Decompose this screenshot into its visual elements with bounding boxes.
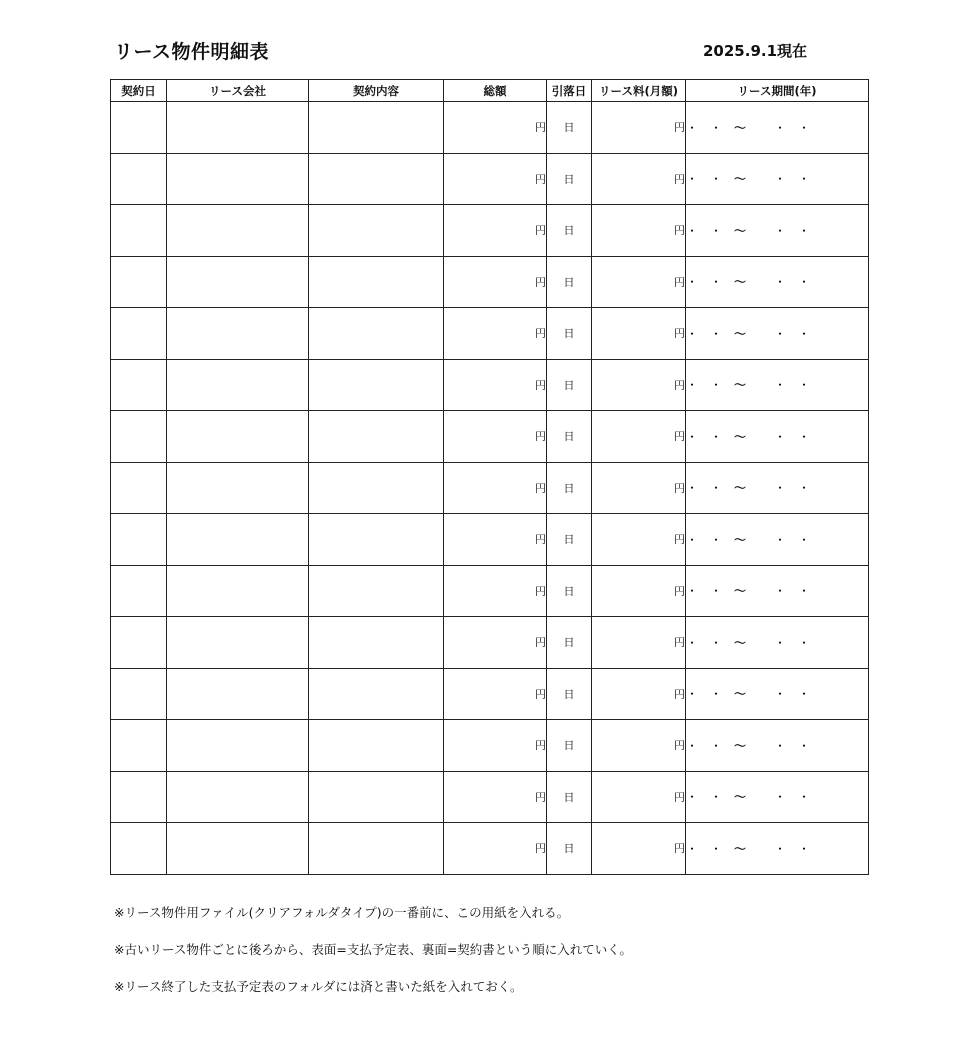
debit-day-cell[interactable] (547, 308, 592, 360)
total-cell[interactable] (444, 153, 547, 205)
date-separator: ・ (774, 790, 787, 805)
date-separator: ・ (710, 841, 723, 856)
total-cell[interactable] (444, 617, 547, 669)
yen-unit: 円 (674, 121, 685, 135)
total-cell[interactable] (444, 823, 547, 875)
contract-content-cell[interactable] (309, 411, 444, 463)
monthly-fee-cell[interactable] (592, 256, 686, 308)
contract-content-cell[interactable] (309, 205, 444, 257)
date-separator: ・ (798, 532, 811, 547)
date-separator: ・ (710, 275, 723, 290)
monthly-fee-cell[interactable] (592, 308, 686, 360)
table-row (111, 720, 869, 772)
yen-unit: 円 (674, 430, 685, 444)
table-row (111, 411, 869, 463)
header-monthly-fee: リース料(月額) (592, 80, 686, 102)
header-contract-content: 契約内容 (309, 80, 444, 102)
yen-unit: 円 (535, 327, 546, 341)
date-separator: ・ (774, 687, 787, 702)
day-unit: 日 (563, 481, 575, 495)
lease-period-cell[interactable] (686, 462, 869, 514)
yen-unit: 円 (535, 430, 546, 444)
lease-period-cell[interactable] (686, 308, 869, 360)
date-separator: ・ (710, 481, 723, 496)
date-separator: ・ (798, 738, 811, 753)
yen-unit: 円 (674, 533, 685, 547)
range-tilde: ～ (734, 790, 747, 805)
lease-period-cell[interactable] (686, 617, 869, 669)
debit-day-cell[interactable] (547, 102, 592, 154)
contract-date-cell[interactable] (111, 308, 167, 360)
lease-company-cell[interactable] (167, 771, 309, 823)
document-title: リース物件明細表 (114, 41, 270, 63)
contract-content-cell[interactable] (309, 720, 444, 772)
yen-unit: 円 (674, 842, 685, 856)
contract-date-cell[interactable] (111, 514, 167, 566)
range-tilde: ～ (734, 584, 747, 599)
header-lease-company: リース会社 (167, 80, 309, 102)
range-tilde: ～ (734, 326, 747, 341)
monthly-fee-cell[interactable] (592, 411, 686, 463)
date-separator: ・ (710, 378, 723, 393)
table-row (111, 823, 869, 875)
total-cell[interactable] (444, 771, 547, 823)
day-unit: 日 (563, 739, 575, 753)
contract-content-cell[interactable] (309, 256, 444, 308)
yen-unit: 円 (535, 378, 546, 392)
total-cell[interactable] (444, 720, 547, 772)
yen-unit: 円 (535, 636, 546, 650)
date-separator: ・ (710, 429, 723, 444)
day-unit: 日 (563, 378, 575, 392)
date-separator: ・ (774, 275, 787, 290)
lease-period-cell[interactable] (686, 256, 869, 308)
range-tilde: ～ (734, 378, 747, 393)
monthly-fee-cell[interactable] (592, 359, 686, 411)
yen-unit: 円 (535, 481, 546, 495)
monthly-fee-cell[interactable] (592, 565, 686, 617)
monthly-fee-cell[interactable] (592, 153, 686, 205)
total-cell[interactable] (444, 514, 547, 566)
lease-period-cell[interactable] (686, 205, 869, 257)
date-separator: ・ (798, 172, 811, 187)
date-separator: ・ (686, 172, 699, 187)
yen-unit: 円 (674, 790, 685, 804)
range-tilde: ～ (734, 120, 747, 135)
date-separator: ・ (798, 687, 811, 702)
lease-company-cell[interactable] (167, 462, 309, 514)
lease-company-cell[interactable] (167, 308, 309, 360)
date-separator: ・ (710, 120, 723, 135)
contract-date-cell[interactable] (111, 617, 167, 669)
contract-content-cell[interactable] (309, 771, 444, 823)
debit-day-cell[interactable] (547, 668, 592, 720)
day-unit: 日 (563, 687, 575, 701)
header-total: 総額 (444, 80, 547, 102)
monthly-fee-cell[interactable] (592, 823, 686, 875)
debit-day-cell[interactable] (547, 823, 592, 875)
date-separator: ・ (774, 378, 787, 393)
date-separator: ・ (774, 120, 787, 135)
table-row (111, 771, 869, 823)
lease-company-cell[interactable] (167, 411, 309, 463)
yen-unit: 円 (674, 275, 685, 289)
debit-day-cell[interactable] (547, 411, 592, 463)
lease-company-cell[interactable] (167, 668, 309, 720)
date-separator: ・ (774, 481, 787, 496)
lease-period-cell[interactable] (686, 153, 869, 205)
date-separator: ・ (798, 378, 811, 393)
contract-date-cell[interactable] (111, 102, 167, 154)
date-separator: ・ (798, 635, 811, 650)
date-separator: ・ (686, 120, 699, 135)
lease-period-cell[interactable] (686, 411, 869, 463)
date-separator: ・ (686, 532, 699, 547)
table-row (111, 205, 869, 257)
yen-unit: 円 (674, 584, 685, 598)
table-row (111, 102, 869, 154)
day-unit: 日 (563, 533, 575, 547)
yen-unit: 円 (674, 172, 685, 186)
date-separator: ・ (710, 532, 723, 547)
note: ※リース物件用ファイル(クリアフォルダタイプ)の一番前に、この用紙を入れる。 (114, 905, 570, 920)
contract-date-cell[interactable] (111, 823, 167, 875)
range-tilde: ～ (734, 635, 747, 650)
date-separator: ・ (710, 223, 723, 238)
lease-period-cell[interactable] (686, 514, 869, 566)
lease-company-cell[interactable] (167, 823, 309, 875)
lease-period-cell[interactable] (686, 359, 869, 411)
total-cell[interactable] (444, 462, 547, 514)
yen-unit: 円 (535, 842, 546, 856)
yen-unit: 円 (535, 533, 546, 547)
monthly-fee-cell[interactable] (592, 462, 686, 514)
table-row (111, 256, 869, 308)
monthly-fee-cell[interactable] (592, 617, 686, 669)
contract-date-cell[interactable] (111, 411, 167, 463)
note: ※リース終了した支払予定表のフォルダには済と書いた紙を入れておく。 (114, 979, 523, 994)
yen-unit: 円 (535, 224, 546, 238)
total-cell[interactable] (444, 308, 547, 360)
range-tilde: ～ (734, 223, 747, 238)
contract-date-cell[interactable] (111, 720, 167, 772)
table-row (111, 514, 869, 566)
contract-date-cell[interactable] (111, 205, 167, 257)
day-unit: 日 (563, 327, 575, 341)
day-unit: 日 (563, 636, 575, 650)
debit-day-cell[interactable] (547, 205, 592, 257)
date-separator: ・ (710, 687, 723, 702)
date-separator: ・ (686, 841, 699, 856)
debit-day-cell[interactable] (547, 565, 592, 617)
table-row (111, 308, 869, 360)
range-tilde: ～ (734, 429, 747, 444)
date-separator: ・ (774, 172, 787, 187)
date-separator: ・ (798, 429, 811, 444)
table-row (111, 668, 869, 720)
total-cell[interactable] (444, 668, 547, 720)
header-row (111, 80, 869, 102)
debit-day-cell[interactable] (547, 720, 592, 772)
header-lease-period: リース期間(年) (686, 80, 869, 102)
debit-day-cell[interactable] (547, 514, 592, 566)
table-row (111, 617, 869, 669)
date-separator: ・ (774, 841, 787, 856)
date-separator: ・ (686, 378, 699, 393)
lease-company-cell[interactable] (167, 514, 309, 566)
date-separator: ・ (686, 275, 699, 290)
lease-period-cell[interactable] (686, 823, 869, 875)
date-separator: ・ (798, 481, 811, 496)
range-tilde: ～ (734, 275, 747, 290)
date-separator: ・ (774, 223, 787, 238)
contract-content-cell[interactable] (309, 462, 444, 514)
lease-company-cell[interactable] (167, 153, 309, 205)
yen-unit: 円 (674, 378, 685, 392)
day-unit: 日 (563, 842, 575, 856)
yen-unit: 円 (535, 172, 546, 186)
date-separator: ・ (710, 172, 723, 187)
contract-date-cell[interactable] (111, 771, 167, 823)
yen-unit: 円 (674, 224, 685, 238)
day-unit: 日 (563, 430, 575, 444)
date-separator: ・ (686, 429, 699, 444)
date-separator: ・ (686, 223, 699, 238)
debit-day-cell[interactable] (547, 462, 592, 514)
table-row (111, 565, 869, 617)
yen-unit: 円 (535, 584, 546, 598)
as-of-date: 2025.9.1現在 (703, 42, 808, 60)
contract-content-cell[interactable] (309, 668, 444, 720)
table-row (111, 462, 869, 514)
date-separator: ・ (686, 635, 699, 650)
yen-unit: 円 (535, 687, 546, 701)
lease-table (110, 79, 869, 875)
date-separator: ・ (710, 790, 723, 805)
lease-company-cell[interactable] (167, 565, 309, 617)
total-cell[interactable] (444, 411, 547, 463)
date-separator: ・ (774, 635, 787, 650)
date-separator: ・ (710, 635, 723, 650)
day-unit: 日 (563, 224, 575, 238)
contract-content-cell[interactable] (309, 102, 444, 154)
day-unit: 日 (563, 790, 575, 804)
contract-content-cell[interactable] (309, 565, 444, 617)
table-body (111, 102, 869, 875)
total-cell[interactable] (444, 102, 547, 154)
date-separator: ・ (710, 326, 723, 341)
date-separator: ・ (686, 326, 699, 341)
debit-day-cell[interactable] (547, 617, 592, 669)
range-tilde: ～ (734, 532, 747, 547)
date-separator: ・ (798, 790, 811, 805)
range-tilde: ～ (734, 841, 747, 856)
monthly-fee-cell[interactable] (592, 514, 686, 566)
date-separator: ・ (686, 481, 699, 496)
total-cell[interactable] (444, 256, 547, 308)
lease-company-cell[interactable] (167, 617, 309, 669)
table-row (111, 153, 869, 205)
range-tilde: ～ (734, 172, 747, 187)
date-separator: ・ (774, 584, 787, 599)
yen-unit: 円 (674, 636, 685, 650)
note: ※古いリース物件ごとに後ろから、表面=支払予定表、裏面=契約書という順に入れていく。 (114, 942, 633, 957)
date-separator: ・ (798, 120, 811, 135)
monthly-fee-cell[interactable] (592, 720, 686, 772)
date-separator: ・ (710, 738, 723, 753)
contract-date-cell[interactable] (111, 565, 167, 617)
date-separator: ・ (686, 738, 699, 753)
yen-unit: 円 (535, 275, 546, 289)
yen-unit: 円 (535, 121, 546, 135)
debit-day-cell[interactable] (547, 256, 592, 308)
date-separator: ・ (774, 326, 787, 341)
day-unit: 日 (563, 584, 575, 598)
yen-unit: 円 (535, 739, 546, 753)
date-separator: ・ (774, 532, 787, 547)
date-separator: ・ (798, 584, 811, 599)
lease-period-cell[interactable] (686, 565, 869, 617)
lease-period-cell[interactable] (686, 720, 869, 772)
table-row (111, 359, 869, 411)
yen-unit: 円 (674, 687, 685, 701)
total-cell[interactable] (444, 205, 547, 257)
range-tilde: ～ (734, 481, 747, 496)
lease-company-cell[interactable] (167, 720, 309, 772)
lease-period-cell[interactable] (686, 668, 869, 720)
yen-unit: 円 (535, 790, 546, 804)
contract-date-cell[interactable] (111, 359, 167, 411)
date-separator: ・ (686, 687, 699, 702)
date-separator: ・ (798, 223, 811, 238)
monthly-fee-cell[interactable] (592, 205, 686, 257)
contract-content-cell[interactable] (309, 514, 444, 566)
debit-day-cell[interactable] (547, 153, 592, 205)
range-tilde: ～ (734, 687, 747, 702)
yen-unit: 円 (674, 327, 685, 341)
lease-company-cell[interactable] (167, 205, 309, 257)
header-debit-day: 引落日 (547, 80, 592, 102)
date-separator: ・ (774, 429, 787, 444)
lease-company-cell[interactable] (167, 102, 309, 154)
date-separator: ・ (686, 790, 699, 805)
contract-date-cell[interactable] (111, 668, 167, 720)
day-unit: 日 (563, 121, 575, 135)
contract-content-cell[interactable] (309, 823, 444, 875)
yen-unit: 円 (674, 739, 685, 753)
lease-company-cell[interactable] (167, 359, 309, 411)
date-separator: ・ (686, 584, 699, 599)
contract-content-cell[interactable] (309, 153, 444, 205)
notes (114, 903, 632, 1014)
monthly-fee-cell[interactable] (592, 102, 686, 154)
header-contract-date: 契約日 (111, 80, 167, 102)
debit-day-cell[interactable] (547, 359, 592, 411)
contract-content-cell[interactable] (309, 359, 444, 411)
monthly-fee-cell[interactable] (592, 668, 686, 720)
lease-period-cell[interactable] (686, 102, 869, 154)
date-separator: ・ (710, 584, 723, 599)
monthly-fee-cell[interactable] (592, 771, 686, 823)
date-separator: ・ (774, 738, 787, 753)
lease-period-cell[interactable] (686, 771, 869, 823)
contract-date-cell[interactable] (111, 153, 167, 205)
date-separator: ・ (798, 275, 811, 290)
contract-content-cell[interactable] (309, 617, 444, 669)
range-tilde: ～ (734, 738, 747, 753)
date-separator: ・ (798, 326, 811, 341)
yen-unit: 円 (674, 481, 685, 495)
contract-date-cell[interactable] (111, 256, 167, 308)
day-unit: 日 (563, 275, 575, 289)
total-cell[interactable] (444, 359, 547, 411)
lease-company-cell[interactable] (167, 256, 309, 308)
debit-day-cell[interactable] (547, 771, 592, 823)
contract-content-cell[interactable] (309, 308, 444, 360)
date-separator: ・ (798, 841, 811, 856)
total-cell[interactable] (444, 565, 547, 617)
contract-date-cell[interactable] (111, 462, 167, 514)
day-unit: 日 (563, 172, 575, 186)
